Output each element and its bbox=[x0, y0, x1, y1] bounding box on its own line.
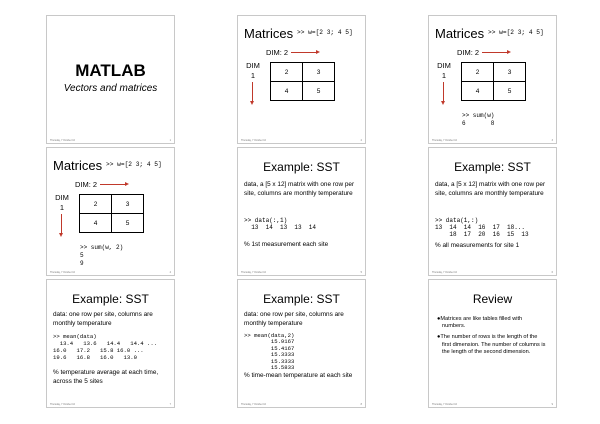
footer-date: Thursday, 7 October 10 bbox=[432, 403, 457, 406]
matrix-cell: 2 bbox=[271, 63, 303, 82]
code-output-row-1: 5 bbox=[80, 252, 84, 259]
slide-8[interactable] bbox=[237, 279, 366, 408]
matrix-cell: 5 bbox=[112, 214, 144, 233]
slide-title: Matrices bbox=[244, 26, 294, 41]
matrix-command: >> w=[2 3; 4 5] bbox=[488, 29, 544, 36]
slide-footer bbox=[432, 403, 553, 406]
slide-6[interactable] bbox=[428, 147, 557, 276]
bullet-icon: ● bbox=[437, 334, 441, 341]
matrix-command: >> w=[2 3; 4 5] bbox=[106, 161, 162, 168]
slide-title: Example: SST bbox=[454, 160, 531, 174]
down-arrow-icon bbox=[252, 82, 253, 102]
code-command: >> sum(w) bbox=[462, 112, 495, 119]
down-arrow-icon bbox=[61, 214, 62, 234]
code-block: >> mean(data,2) 15.9167 15.4167 15.3333 15.3333 15.5833 bbox=[244, 332, 295, 372]
footer-date: Thursday, 7 October 10 bbox=[241, 403, 266, 406]
slide-7[interactable] bbox=[46, 279, 175, 408]
footer-date: Thursday, 7 October 10 bbox=[432, 271, 457, 274]
slide-footer bbox=[50, 403, 171, 406]
slide-title: Matrices bbox=[53, 158, 103, 173]
footer-date: Thursday, 7 October 10 bbox=[50, 271, 75, 274]
slide-title: Example: SST bbox=[263, 160, 340, 174]
page-number: 7 bbox=[169, 403, 171, 406]
footer-date: Thursday, 7 October 10 bbox=[50, 403, 75, 406]
slide-1[interactable] bbox=[46, 15, 175, 144]
footer-date: Thursday, 7 October 10 bbox=[432, 139, 457, 142]
bullet-item: ●The number of rows is the length of the first dimension. The number of columns is the length of the second dimension. bbox=[437, 334, 546, 355]
dim2-label: DIM: 2 bbox=[457, 48, 480, 57]
code-comment: % temperature average at each time, across the 5 sites bbox=[53, 369, 159, 385]
slide-5[interactable] bbox=[237, 147, 366, 276]
slide-footer bbox=[241, 271, 362, 274]
code-comment: % all measurements for site 1 bbox=[435, 242, 520, 249]
page-number: 2 bbox=[360, 139, 362, 142]
slide-description: data: one row per site, columns are monthly temperature bbox=[244, 311, 344, 327]
matrix-cell: 5 bbox=[494, 82, 526, 101]
slide-footer bbox=[50, 271, 171, 274]
page-number: 4 bbox=[169, 271, 171, 274]
slide-description: data: one row per site, columns are monthly temperature bbox=[53, 311, 153, 327]
code-block: >> data(:,1) 13 14 13 13 14 bbox=[244, 217, 317, 231]
matrix-command: >> w=[2 3; 4 5] bbox=[297, 29, 353, 36]
slide-title: Example: SST bbox=[263, 292, 340, 306]
page-number: 9 bbox=[551, 403, 553, 406]
slide-title: Matrices bbox=[435, 26, 485, 41]
slide-title: Review bbox=[472, 292, 513, 306]
right-arrow-icon bbox=[482, 52, 508, 53]
right-arrow-icon bbox=[100, 184, 126, 185]
footer-date: Thursday, 7 October 10 bbox=[241, 139, 266, 142]
code-block: >> data(1,:) 13 14 14 16 17 18... 18 17 20 16 15 13 bbox=[435, 217, 529, 238]
matrix-cell: 4 bbox=[271, 82, 303, 101]
matrix-cell: 3 bbox=[494, 63, 526, 82]
matrix-cell: 3 bbox=[303, 63, 335, 82]
dim2-label: DIM: 2 bbox=[75, 180, 98, 189]
slide-footer bbox=[241, 403, 362, 406]
bullet-list bbox=[436, 316, 546, 360]
code-output: 6 8 bbox=[462, 120, 495, 127]
page-number: 3 bbox=[551, 139, 553, 142]
slide-4[interactable] bbox=[46, 147, 175, 276]
page-number: 8 bbox=[360, 403, 362, 406]
dim1-label: DIM 1 bbox=[246, 61, 260, 80]
down-arrow-icon bbox=[443, 82, 444, 102]
page-number: 6 bbox=[551, 271, 553, 274]
dim1-label: DIM 1 bbox=[437, 61, 451, 80]
slide-footer bbox=[241, 139, 362, 142]
slide-9[interactable] bbox=[428, 279, 557, 408]
page-number: 1 bbox=[169, 139, 171, 142]
dim2-label: DIM: 2 bbox=[266, 48, 289, 57]
matrix-cell: 2 bbox=[462, 63, 494, 82]
matrix-cell: 4 bbox=[462, 82, 494, 101]
bullet-icon: ● bbox=[437, 316, 441, 322]
code-command: >> sum(w, 2) bbox=[80, 244, 124, 251]
slide-2[interactable] bbox=[237, 15, 366, 144]
code-comment: % 1st measurement each site bbox=[244, 241, 329, 248]
slide-3[interactable] bbox=[428, 15, 557, 144]
slide-title: Example: SST bbox=[72, 292, 149, 306]
footer-date: Thursday, 7 October 10 bbox=[241, 271, 266, 274]
code-block: >> mean(data) 13.4 13.6 14.4 14.4 ... 16.0 17.2 15.8 16.0 ... 19.6 16.8 16.0 13.0 bbox=[53, 333, 158, 361]
slide-footer bbox=[432, 139, 553, 142]
slide-footer bbox=[432, 271, 553, 274]
slide-title: MATLAB bbox=[75, 61, 146, 80]
code-comment: % time-mean temperature at each site bbox=[244, 372, 353, 379]
matrix-cell: 5 bbox=[303, 82, 335, 101]
code-output-row-2: 9 bbox=[80, 260, 84, 267]
dim1-label: DIM 1 bbox=[55, 193, 69, 212]
matrix-cell: 4 bbox=[80, 214, 112, 233]
slide-footer bbox=[50, 139, 171, 142]
matrix-table bbox=[270, 62, 335, 101]
slide-description: data, a [5 x 12] matrix with one row per site, columns are monthly temperature bbox=[244, 181, 355, 197]
slide-description: data, a [5 x 12] matrix with one row per site, columns are monthly temperature bbox=[435, 181, 546, 197]
matrix-cell: 2 bbox=[80, 195, 112, 214]
matrix-cell: 3 bbox=[112, 195, 144, 214]
slide-subtitle: Vectors and matrices bbox=[63, 83, 158, 94]
page-number: 5 bbox=[360, 271, 362, 274]
matrix-table bbox=[461, 62, 526, 101]
bullet-item: ●Matrices are like tables filled with numbers. bbox=[437, 316, 523, 330]
matrix-table bbox=[79, 194, 144, 233]
right-arrow-icon bbox=[291, 52, 317, 53]
footer-date: Thursday, 7 October 10 bbox=[50, 139, 75, 142]
